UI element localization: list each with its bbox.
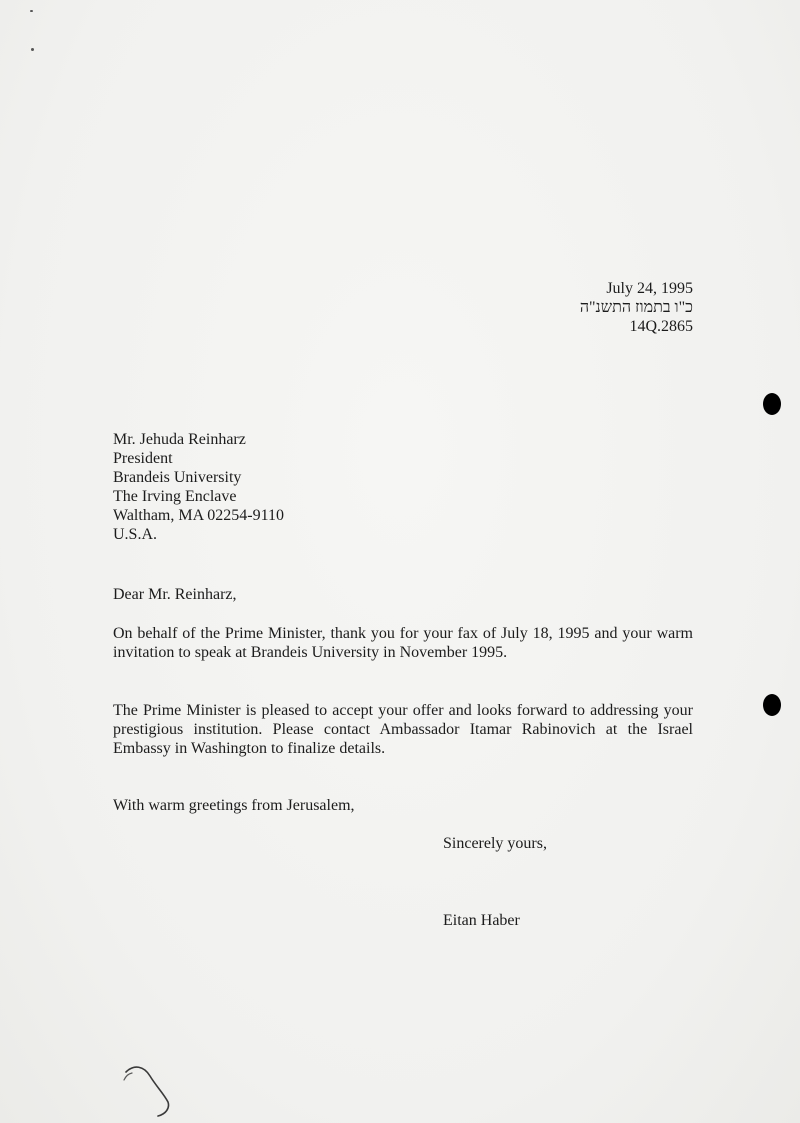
- closing-line: With warm greetings from Jerusalem,: [113, 797, 355, 814]
- paper-speck: [30, 10, 33, 12]
- complimentary-close: Sincerely yours,: [443, 835, 547, 852]
- signer-name: Eitan Haber: [443, 912, 520, 929]
- letter-date: July 24, 1995: [606, 280, 693, 297]
- body-paragraph: On behalf of the Prime Minister, thank you for your fax of July 18, 1995 and your warm invitation to speak at Brandeis University in November 1995.: [113, 625, 693, 661]
- date-block: [580, 279, 693, 336]
- recipient-organization: Brandeis University: [113, 469, 242, 486]
- recipient-title: President: [113, 450, 173, 467]
- punch-hole: [763, 694, 781, 716]
- reference-number: 14Q.2865: [629, 318, 693, 335]
- salutation: Dear Mr. Reinharz,: [113, 586, 237, 603]
- recipient-address: [113, 430, 284, 544]
- recipient-city: Waltham, MA 02254-9110: [113, 507, 284, 524]
- punch-hole: [763, 393, 781, 415]
- recipient-name: Mr. Jehuda Reinharz: [113, 431, 246, 448]
- hebrew-date: כ"ו בתמוז התשנ"ה: [579, 299, 693, 316]
- recipient-country: U.S.A.: [113, 526, 158, 543]
- pencil-mark: [118, 1058, 178, 1118]
- paper-speck: [31, 48, 34, 51]
- recipient-street: The Irving Enclave: [113, 488, 237, 505]
- body-paragraph: The Prime Minister is pleased to accept your offer and looks forward to addressing your prestigious institution. Please contact Ambassador Itamar Rabinovich at the Israel Embassy in Washington to finalize details.: [113, 702, 693, 757]
